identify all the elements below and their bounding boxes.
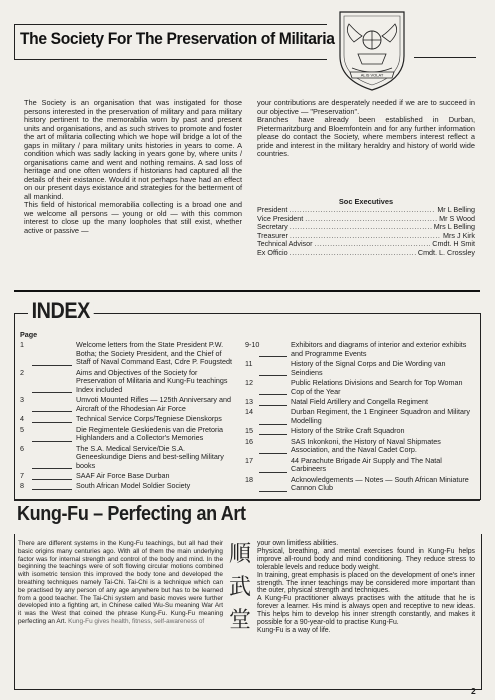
index-leader-line bbox=[259, 424, 287, 425]
kungfu-rule bbox=[14, 500, 480, 501]
index-page-value: 8 bbox=[20, 481, 24, 491]
index-page-value: 13 bbox=[245, 396, 253, 406]
index-page-number bbox=[245, 457, 291, 474]
calligraphy-char: 武 bbox=[228, 575, 251, 600]
index-page-number bbox=[245, 360, 291, 377]
executive-name: Cmdt. H Smit bbox=[432, 239, 475, 249]
index-page-value: 3 bbox=[20, 395, 24, 405]
kungfu-paragraph: Physical, breathing, and mental exercises found in Kung-Fu helps improve all-round body and mind conditioning. They reduce stress to tolerable levels and reduce body weight. bbox=[257, 547, 475, 571]
executive-name: Mr S Wood bbox=[439, 213, 475, 223]
index-entry-text: Natal Field Artillery and Congella Regiment bbox=[291, 396, 429, 406]
society-crest-icon bbox=[330, 6, 414, 94]
intro-paragraph: your contributions are desperately needed if we are to succeed in our objective — "Preservation". bbox=[257, 98, 475, 116]
page-number: 2 bbox=[471, 686, 476, 696]
index-entry-text: History of the Strike Craft Squadron bbox=[291, 426, 405, 436]
index-entry bbox=[20, 472, 233, 481]
intro-paragraph: The Society is an organisation that was instigated for those persons interested in the preservation of military and para military history pertinent to the memorabilia worn by past and present units and organisations, and as such strives to promote and foster the art of militaria collecting which we hope will bridge a lot of the gaps in military / para military units histories in years to come. A condition which was sadly lacking in years gone by, where units / organisations came and went and nothing remains. A sad loss of heritage and one often wonders if historians had captured all the details of their existance. Would it not perhaps have had an effect on our present days existance and strategies for the betterment of all mankind. bbox=[24, 98, 242, 201]
index-leader-line bbox=[259, 491, 287, 492]
index-page-number bbox=[20, 445, 76, 471]
executive-role: Vice President bbox=[257, 213, 304, 223]
index-entry-text: Umvoti Mounted Rifles — 125th Anniversary and Aircraft of the Rhodesian Air Force bbox=[76, 395, 232, 413]
leader-dots bbox=[290, 249, 416, 258]
index-page-value: 18 bbox=[245, 474, 253, 484]
executive-role: Secretary bbox=[257, 222, 288, 232]
index-leader-line bbox=[259, 405, 287, 406]
index-entry bbox=[20, 369, 233, 395]
page-title: The Society For The Preservation of Militaria bbox=[20, 29, 335, 48]
index-page-label: Page bbox=[20, 330, 38, 339]
executive-name: Mrs L Belling bbox=[433, 222, 475, 232]
index-rule bbox=[14, 290, 480, 292]
kungfu-paragraph: In training, great emphasis is placed on the development of one's inner strength. The inner teachings may be considered more important than the outer, physical strength and techniques. bbox=[257, 571, 475, 595]
index-entry-text: History of the Signal Corps and Die Wording van Seindiens bbox=[291, 358, 446, 377]
index-entry bbox=[245, 408, 475, 425]
leader-dots bbox=[289, 206, 435, 215]
calligraphy-char: 堂 bbox=[228, 608, 251, 633]
index-page-number bbox=[20, 396, 76, 413]
index-entry-text: The S.A. Medical Service/Die S.A. Geneeskundige Diens and best-selling Military books bbox=[76, 443, 224, 470]
index-page-number bbox=[245, 438, 291, 455]
intro-paragraph: This field of historical memorabilia collecting is a broad one and we welcome all persons — young or old — with this common interest to close up the many loopholes that still exist, whether active or passive — bbox=[24, 200, 242, 235]
index-page-number bbox=[245, 408, 291, 425]
index-page-value: 15 bbox=[245, 426, 253, 436]
index-entry-text: SAS Inkonkoni, the History of Naval Shipmates Association, and the Naval Cadet Corp. bbox=[291, 436, 441, 455]
intro-right-column bbox=[257, 99, 475, 159]
index-page-number bbox=[245, 476, 291, 493]
index-page-value: 7 bbox=[20, 471, 24, 481]
index-leader-line bbox=[259, 472, 287, 473]
index-entry-text: Technical Service Corps/Tegniese Dienskorps bbox=[76, 414, 222, 424]
index-entry-text: Acknowledgements — Notes — South African Miniature Cannon Club bbox=[291, 474, 469, 493]
index-entry bbox=[20, 415, 233, 424]
index-entry bbox=[245, 341, 475, 358]
executive-role: President bbox=[257, 205, 288, 214]
kungfu-right-column bbox=[257, 540, 475, 635]
calligraphy bbox=[228, 538, 252, 637]
index-page-value: 14 bbox=[245, 407, 253, 417]
executives-table bbox=[257, 206, 475, 258]
index-page-number bbox=[245, 341, 291, 358]
index-page-number bbox=[20, 482, 76, 491]
index-page-value: 9-10 bbox=[245, 340, 260, 349]
kungfu-paragraph: Kung-Fu gives health, fitness, self-awareness of bbox=[68, 617, 205, 625]
index-list-right bbox=[245, 341, 475, 495]
index-entry-text: 44 Parachute Brigade Air Supply and The Natal Carbineers bbox=[291, 455, 442, 474]
index-title: INDEX bbox=[28, 298, 93, 324]
header-rule bbox=[414, 57, 476, 58]
index-leader-line bbox=[259, 394, 287, 395]
index-page-number bbox=[245, 398, 291, 407]
leader-dots bbox=[290, 223, 432, 232]
index-leader-line bbox=[32, 468, 72, 469]
index-entry-text: SAAF Air Force Base Durban bbox=[76, 471, 170, 481]
index-page-value: 12 bbox=[245, 377, 253, 387]
index-leader-line bbox=[259, 453, 287, 454]
index-list-left bbox=[20, 341, 233, 493]
svg-text:ALIS VOLAT: ALIS VOLAT bbox=[360, 72, 384, 78]
index-entry bbox=[245, 379, 475, 396]
leader-dots bbox=[305, 215, 437, 224]
index-entry bbox=[20, 426, 233, 443]
index-leader-line bbox=[32, 479, 72, 480]
executive-role: Ex Officio bbox=[257, 247, 288, 257]
index-entry bbox=[245, 438, 475, 455]
kungfu-title: Kung-Fu – Perfecting an Art bbox=[17, 503, 246, 525]
calligraphy-char: 順 bbox=[228, 542, 251, 567]
executive-name: Mrs J Kirk bbox=[443, 230, 475, 240]
index-entry bbox=[20, 396, 233, 413]
index-leader-line bbox=[32, 422, 72, 423]
index-entry-text: Aims and Objectives of the Society for Preservation of Militaria and Kung-Fu teachings Index included bbox=[76, 367, 228, 394]
index-entry bbox=[245, 360, 475, 377]
index-leader-line bbox=[32, 392, 72, 393]
index-page-number bbox=[20, 415, 76, 424]
index-leader-line bbox=[32, 365, 72, 366]
index-page-number bbox=[20, 341, 76, 367]
index-page-number bbox=[245, 379, 291, 396]
index-entry-text: Durban Regiment, the 1 Engineer Squadron and Military Modelling bbox=[291, 407, 470, 425]
executives-heading: Soc Executives bbox=[338, 197, 394, 206]
index-entry-text: Welcome letters from the State President P.W. Botha; the Society President, and the Chief of Staff of Naval Command East, Cdre P. Fougstedt bbox=[76, 340, 232, 367]
index-page-value: 5 bbox=[20, 424, 24, 434]
index-leader-line bbox=[32, 441, 72, 442]
index-leader-line bbox=[259, 375, 287, 376]
index-page-value: 1 bbox=[20, 340, 24, 349]
kungfu-paragraph: Kung-Fu is a way of life. bbox=[257, 626, 331, 634]
intro-left-column bbox=[24, 99, 242, 235]
index-entry bbox=[245, 398, 475, 407]
index-page-value: 2 bbox=[20, 367, 24, 377]
kungfu-paragraph: A Kung-Fu practitioner always practises with the attitude that he is forever a learner. His mind is always open and receptive to new ideas. This helps him to develop his inner strength constantly, and makes it possible for a 90-year-old to practise Kung-Fu. bbox=[257, 595, 475, 627]
kungfu-paragraph: There are different systems in the Kung-Fu teachings, but all had their basic origins many centuries ago. With all of them the main underlying factor was for internal strength and control of the body and mind. In the beginning the teachings were of soft flowing circular motions combined with isometric tension this improved the body tone and developed the breathing techniques namely Tai-Chi. Tai-Chi is a technique which can be practised by any person of any age anywhere but has to be learned from a good teacher. The Tai-Chi system and basic moves were further developed into a fighting art, in Chinese called Wu-Su meaning War Art it was the West that coined the phrase Kung-Fu. Kung-Fu meaning perfecting an Art. bbox=[18, 540, 223, 625]
kungfu-left-column bbox=[18, 540, 223, 626]
executive-name: Cmdt. L. Crossley bbox=[417, 247, 475, 257]
index-entry bbox=[20, 482, 233, 491]
index-entry bbox=[245, 457, 475, 474]
index-entry-text: Public Relations Divisions and Search for Top Woman Cop of the Year bbox=[291, 377, 463, 396]
leader-dots bbox=[315, 240, 431, 249]
index-page-number bbox=[20, 472, 76, 481]
executive-role: Treasurer bbox=[257, 230, 288, 240]
index-entry-text: South African Model Soldier Society bbox=[76, 481, 191, 491]
index-leader-line bbox=[259, 434, 287, 435]
index-leader-line bbox=[259, 356, 287, 357]
index-entry-text: Die Regimentele Geskiedenis van die Pretoria Highlanders and a Collector's Memories bbox=[76, 424, 224, 443]
intro-paragraph: Branches have already been established in Durban, Pietermaritzburg and Bloemfontein and for any further information please do contact the Society, where members interest reflect a pride and interest in the military heraldry and history of world wide countries. bbox=[257, 115, 475, 158]
index-entry bbox=[245, 476, 475, 493]
index-entry-text: Exhibitors and diagrams of interior and exterior exhibits and Programme Events bbox=[291, 340, 467, 358]
index-leader-line bbox=[32, 489, 72, 490]
index-page-number bbox=[20, 369, 76, 395]
index-page-value: 11 bbox=[245, 358, 253, 368]
executive-role: Technical Advisor bbox=[257, 239, 313, 249]
index-page-value: 17 bbox=[245, 455, 253, 465]
index-page-value: 6 bbox=[20, 443, 24, 453]
index-page-number bbox=[245, 427, 291, 436]
executive-row bbox=[257, 249, 475, 258]
index-page-value: 16 bbox=[245, 436, 253, 446]
index-page-value: 4 bbox=[20, 414, 24, 424]
kungfu-paragraph: your own limitless abilities. bbox=[257, 540, 339, 547]
executive-name: Mr L Belling bbox=[437, 205, 475, 214]
index-entry bbox=[20, 341, 233, 367]
index-entry bbox=[20, 445, 233, 471]
index-page-number bbox=[20, 426, 76, 443]
index-entry bbox=[245, 427, 475, 436]
index-leader-line bbox=[32, 411, 72, 412]
